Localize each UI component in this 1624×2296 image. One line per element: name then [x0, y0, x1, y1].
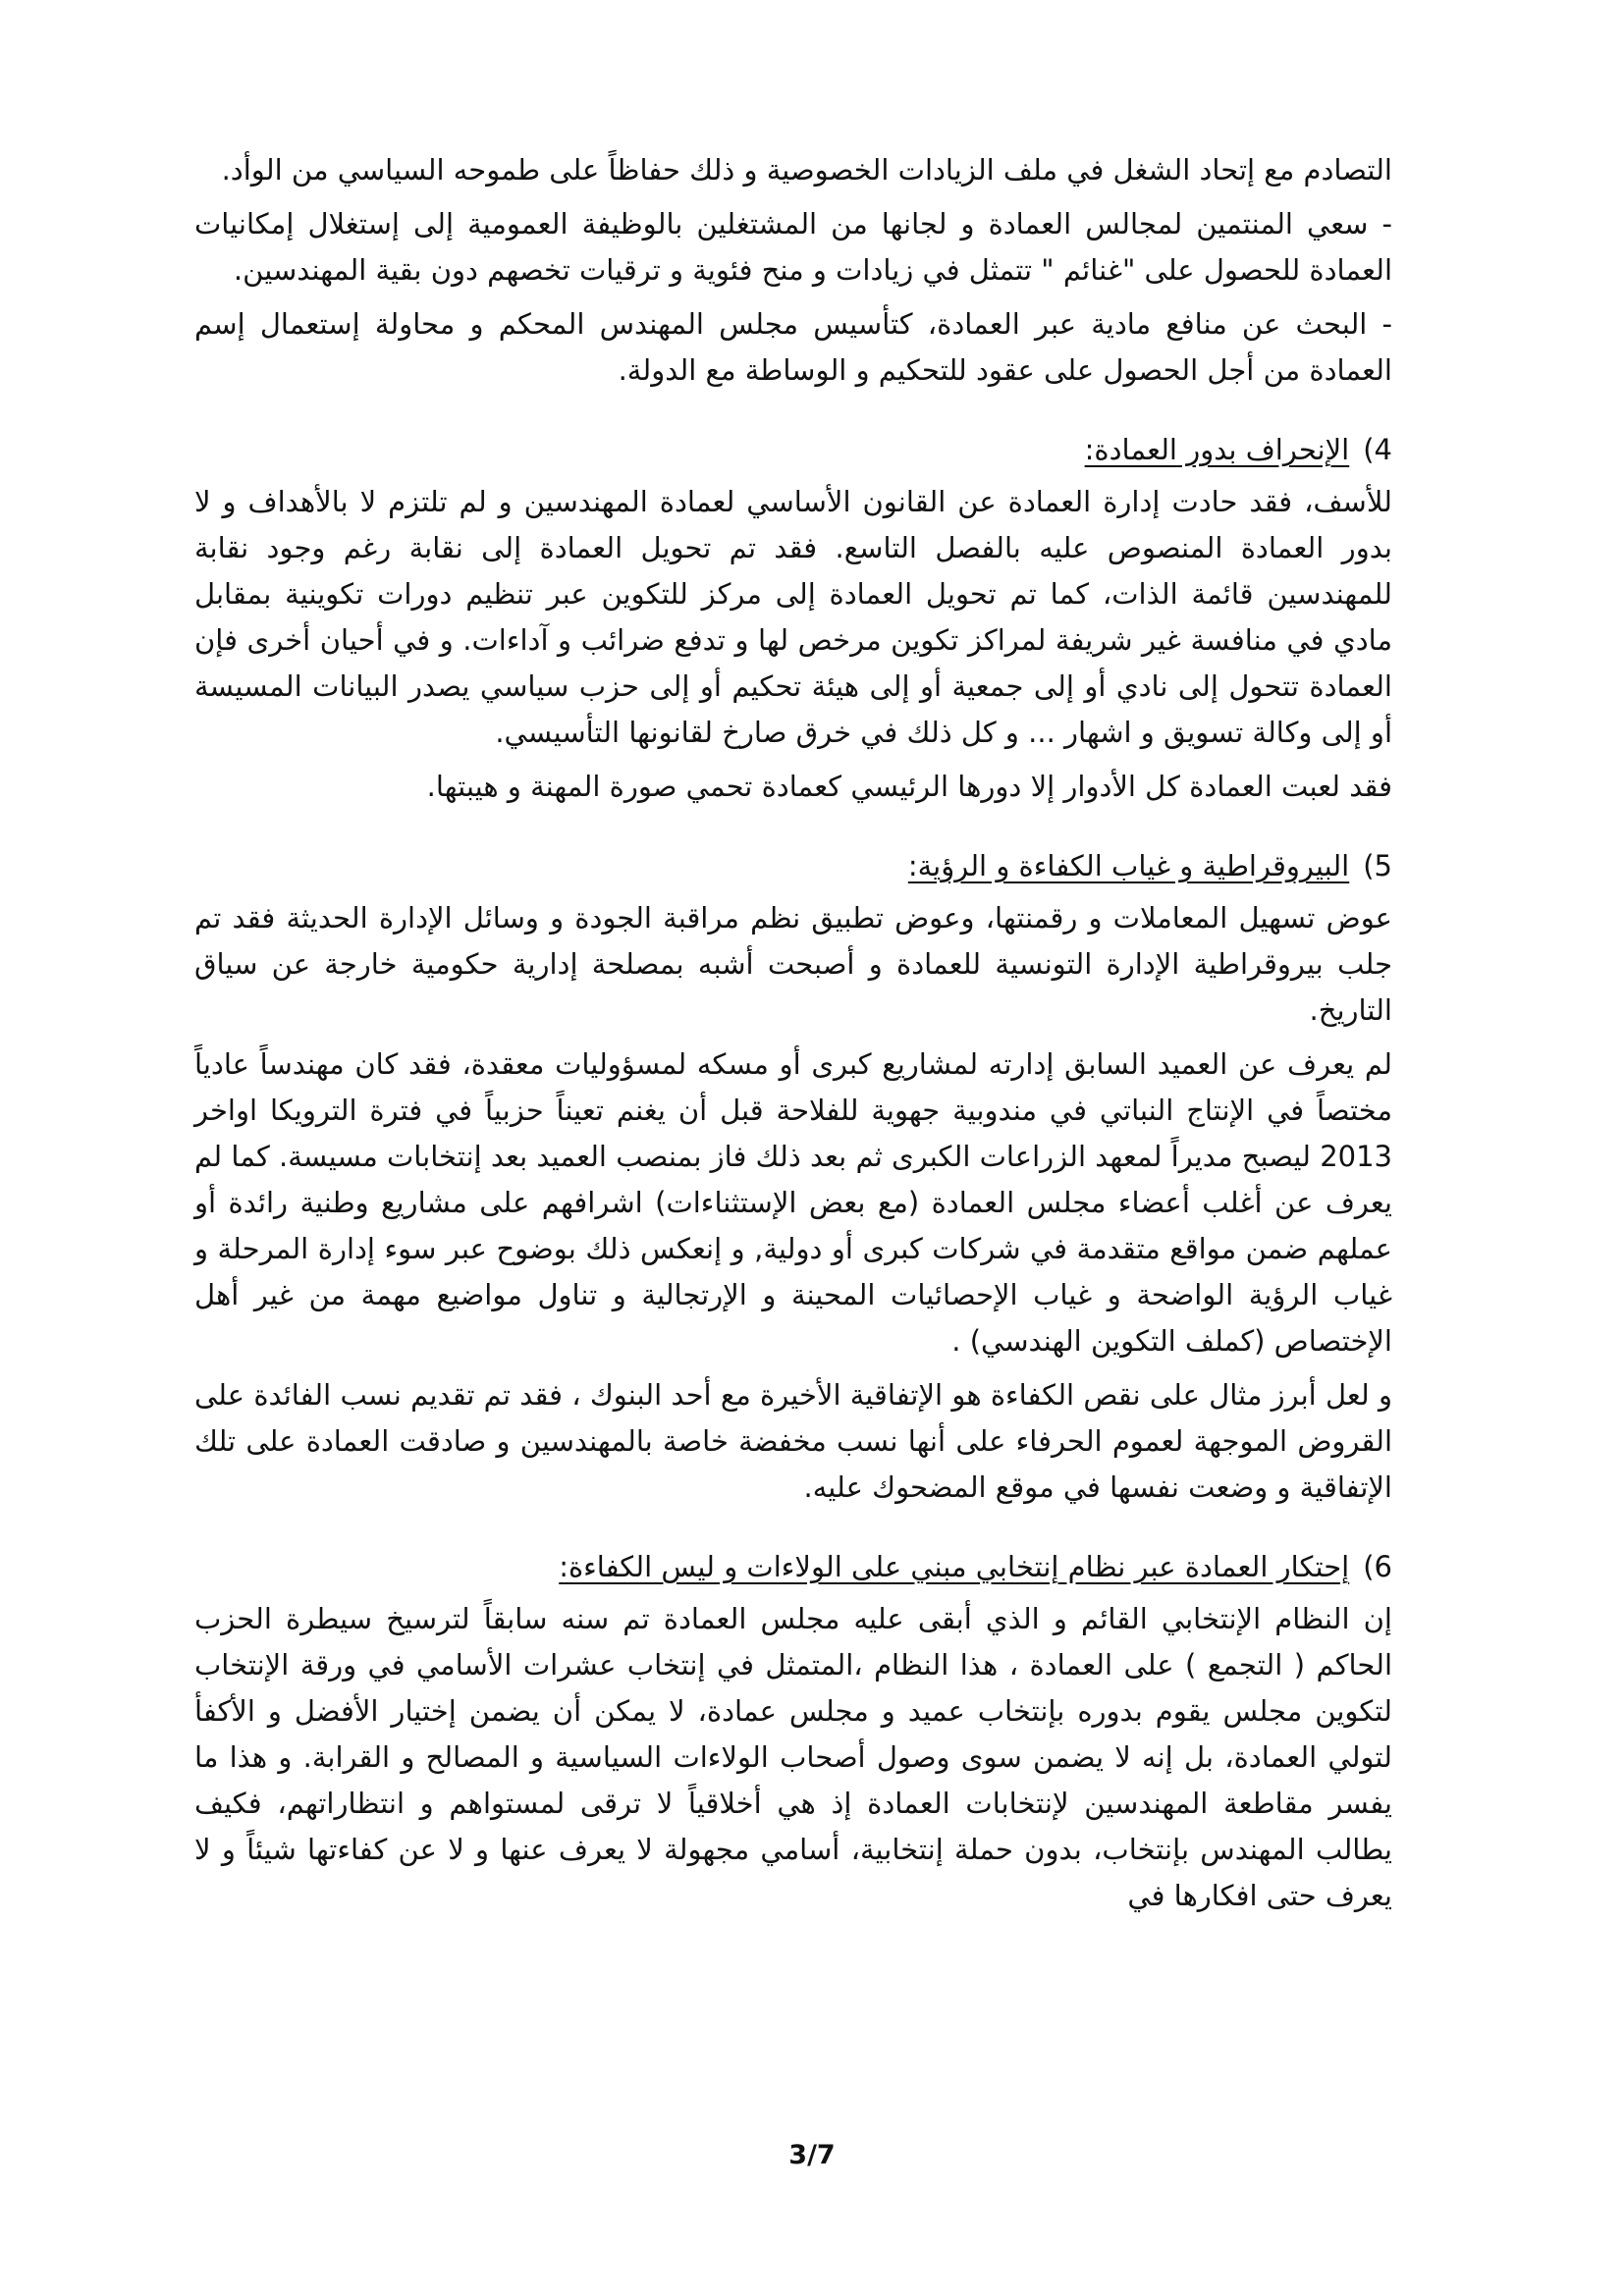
section-4-heading: [194, 427, 1392, 473]
section-6-title: إحتكار العمادة عبر نظام إنتخابي مبني على الولاءات و ليس الكفاءة:: [559, 1550, 1350, 1583]
paragraph-intro-1: التصادم مع إتحاد الشغل في ملف الزيادات الخصوصية و ذلك حفاظاً على طموحه السياسي من الوأد.: [221, 153, 1392, 187]
section-5-paragraph-1: عوض تسهيل المعاملات و رقمنتها، وعوض تطبيق نظم مراقبة الجودة و وسائل الإدارة الحديثة فقد تم جلب بيروقراطية الإدارة التونسية للعمادة و أصبحت أشبه بمصلحة إدارية حكومية خارجة عن سياق التاريخ.: [194, 901, 1392, 1027]
section-4-paragraph-2: فقد لعبت العمادة كل الأدوار إلا دورها الرئيسي كعمادة تحمي صورة المهنة و هيبتها.: [426, 770, 1392, 803]
section-5-paragraph-2: لم يعرف عن العميد السابق إدارته لمشاريع كبرى أو مسكه لمسؤوليات معقدة، فقد كان مهندساً عادياً مختصاً في الإنتاج النباتي في مندوبية جهوية للفلاحة قبل أن يغنم تعيناً حزبياً في فترة الترويكا اواخر 2013 ليصبح مديراً لمعهد الزراعات الكبرى ثم بعد ذلك فاز بمنصب العميد بعد إنتخابات مسيسة. كما لم يعرف عن أغلب أعضاء مجلس العمادة (مع بعض الإستثناءات) اشرافهم على مشاريع وطنية رائدة أو عملهم ضمن مواقع متقدمة في شركات كبرى أو دولية, و إنعكس ذلك بوضوح عبر سوء إدارة المرحلة و غياب الرؤية الواضحة و غياب الإحصائيات المحينة و الإرتجالية و تناول مواضيع مهمة من غير أهل الإختصاص (كملف التكوين الهندسي) .: [194, 1047, 1392, 1358]
page-number: 3/7: [788, 2140, 836, 2170]
section-5-title: البيروقراطية و غياب الكفاءة و الرؤية:: [907, 849, 1350, 882]
section-6-paragraph-1: إن النظام الإنتخابي القائم و الذي أبقى عليه مجلس العمادة تم سنه سابقاً لترسيخ سيطرة الحزب الحاكم ( التجمع ) على العمادة ، هذا النظام ،المتمثل في إنتخاب عشرات الأسامي في ورقة الإنتخاب لتكوين مجلس يقوم بدوره بإنتخاب عميد و مجلس عمادة، لا يمكن أن يضمن إختيار الأفضل و الأكفأ لتولي العمادة، بل إنه لا يضمن سوى وصول أصحاب الولاءات السياسية و المصالح و القرابة. و هذا ما يفسر مقاطعة المهندسين لإنتخابات العمادة إذ هي أخلاقياً لا ترقى لمستواهم و انتظاراتهم، فكيف يطالب المهندس بإنتخاب، بدون حملة إنتخابية، أسامي مجهولة لا يعرف عنها و لا عن كفاءتها شيئاً و لا يعرف حتى افكارها في: [194, 1602, 1392, 1912]
section-6-number: 6): [1363, 1550, 1392, 1583]
section-5-paragraph-3: و لعل أبرز مثال على نقص الكفاءة هو الإتفاقية الأخيرة مع أحد البنوك ، فقد تم تقديم نسب الفائدة على القروض الموجهة لعموم الحرفاء على أنها نسب مخفضة خاصة بالمهندسين و صادقت العمادة على تلك الإتفاقية و وضعت نفسها في موقع المضحوك عليه.: [194, 1378, 1392, 1504]
section-4-number: 4): [1363, 433, 1392, 466]
section-4-paragraph-1: للأسف، فقد حادت إدارة العمادة عن القانون الأساسي لعمادة المهندسين و لم تلتزم لا بالأهداف و لا بدور العمادة المنصوص عليه بالفصل التاسع. فقد تم تحويل العمادة إلى نقابة رغم وجود نقابة للمهندسين قائمة الذات، كما تم تحويل العمادة إلى مركز للتكوين عبر تنظيم دورات تكوينية بمقابل مادي في منافسة غير شريفة لمراكز تكوين مرخص لها و تدفع ضرائب و آداءات. و في أحيان أخرى فإن العمادة تتحول إلى نادي أو إلى جمعية أو إلى هيئة تحكيم أو إلى حزب سياسي يصدر البيانات المسيسة أو إلى وكالة تسويق و اشهار ... و كل ذلك في خرق صارخ لقانونها التأسيسي.: [194, 485, 1392, 749]
section-4-title: الإنحراف بدور العمادة:: [1084, 433, 1350, 466]
paragraph-intro-2: - سعي المنتمين لمجالس العمادة و لجانها من المشتغلين بالوظيفة العمومية إلى إستغلال إمكانيات العمادة للحصول على "غنائم " تتمثل في زيادات و منح فئوية و ترقيات تخصهم دون بقية المهندسين.: [194, 207, 1392, 287]
paragraph-intro-3: - البحث عن منافع مادية عبر العمادة، كتأسيس مجلس المهندس المحكم و محاولة إستعمال إسم العمادة من أجل الحصول على عقود للتحكيم و الوساطة مع الدولة.: [194, 307, 1392, 387]
document-page: [194, 147, 1392, 1927]
section-5-number: 5): [1363, 849, 1392, 882]
section-6-heading: [194, 1544, 1392, 1590]
section-5-heading: [194, 843, 1392, 889]
